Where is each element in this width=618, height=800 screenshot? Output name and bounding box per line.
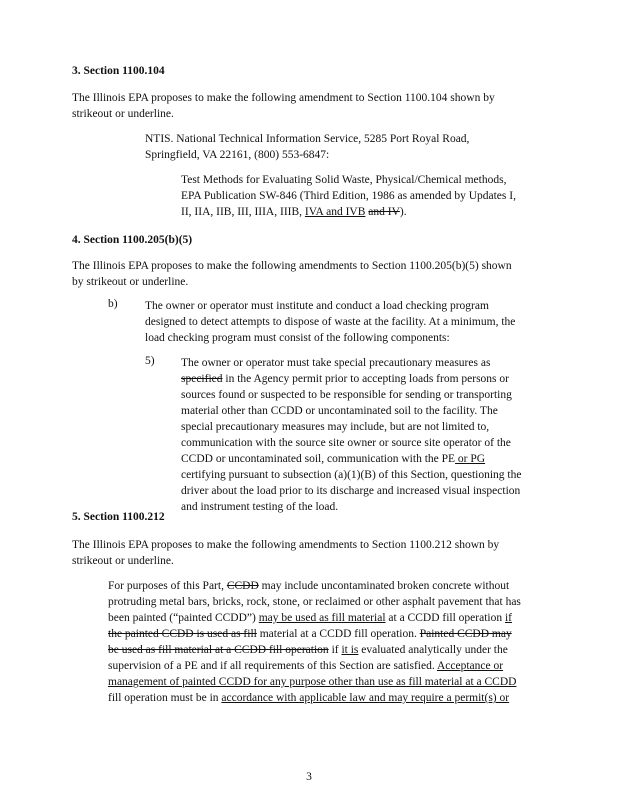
text-run: in the Agency permit prior to accepting loads from persons or: [222, 373, 509, 385]
text-line: [181, 371, 521, 387]
text-line: NTIS. National Technical Information Service, 5285 Port Royal Road,: [145, 133, 470, 145]
text-line: protruding metal bars, bricks, rock, stone, or reclaimed or other asphalt pavement that has: [108, 596, 521, 608]
text-run: CCDD or uncontaminated soil, communication with the PE: [181, 453, 456, 465]
section-4-intro: [72, 258, 512, 290]
underlined-insertion: or PG: [455, 453, 486, 465]
text-run: evaluated analytically under the: [358, 644, 508, 656]
strikeout-deletion: Painted CCDD may: [419, 628, 512, 640]
underlined-insertion: management of painted CCDD for any purpose other than use as fill material at a CCDD: [108, 676, 517, 688]
test-methods-reference: [181, 172, 516, 220]
underlined-insertion: if: [504, 612, 512, 624]
underlined-insertion: it is: [341, 644, 359, 656]
underlined-insertion: Acceptance or: [436, 660, 504, 672]
text-line: and instrument testing of the load.: [181, 501, 339, 513]
underlined-insertion: may be used as fill material: [258, 612, 386, 624]
text-line: [108, 690, 521, 706]
item-5-text: [181, 355, 521, 515]
strikeout-deletion: the painted CCDD is used as fill: [108, 628, 257, 640]
text-line: [108, 658, 521, 674]
strikeout-deletion: be used as fill material at a CCDD fill operation: [108, 644, 329, 656]
text-run: been painted (“painted CCDD”): [108, 612, 259, 624]
text-line: [108, 578, 521, 594]
underlined-insertion: IVA and IVB: [304, 206, 366, 218]
text-run: supervision of a PE and if all requirements of this Section are satisfied.: [108, 660, 437, 672]
text-run: II, IIA, IIB, III, IIIA, IIIB,: [181, 206, 305, 218]
text-line: sources found or suspected to be responsible for sending or transporting: [181, 389, 512, 401]
ntis-definition: [145, 131, 469, 163]
text-line: driver about the load prior to its discharge and increased visual inspection: [181, 485, 521, 497]
text-run: may include uncontaminated broken concrete without: [258, 580, 510, 592]
text-line: by strikeout or underline.: [72, 276, 189, 288]
text-line: certifying pursuant to subsection (a)(1)(B) of this Section, questioning the: [181, 469, 522, 481]
strikeout-deletion: and IV: [368, 206, 400, 218]
text-run: at a CCDD fill operation: [385, 612, 505, 624]
section-3-heading: 3. Section 1100.104: [72, 65, 165, 77]
text-line: The Illinois EPA proposes to make the following amendment to Section 1100.104 shown by: [72, 92, 495, 104]
text-line: [108, 674, 521, 690]
strikeout-deletion: specified: [181, 373, 223, 385]
text-run: if: [328, 644, 342, 656]
subsection-b-label: b): [108, 298, 118, 310]
section-5-intro: [72, 537, 499, 569]
underlined-insertion: accordance with applicable law and may require a permit(s) or: [221, 692, 510, 704]
text-line: Springfield, VA 22161, (800) 553-6847:: [145, 149, 330, 161]
text-line: The Illinois EPA proposes to make the following amendments to Section 1100.212 shown by: [72, 539, 500, 551]
text-line: load checking program must consist of the following components:: [145, 332, 450, 344]
text-line: [108, 642, 521, 658]
text-line: strikeout or underline.: [72, 108, 174, 120]
text-line: communication with the source site owner or source site operator of the: [181, 437, 511, 449]
strikeout-deletion: CCDD: [226, 580, 259, 592]
text-line: special precautionary measures may include, but are not limited to,: [181, 421, 490, 433]
section-5-heading: 5. Section 1100.212: [72, 511, 165, 523]
text-line: designed to detect attempts to dispose of waste at the facility. At a minimum, the: [145, 316, 516, 328]
text-run: material at a CCDD fill operation.: [256, 628, 420, 640]
text-line: The Illinois EPA proposes to make the following amendments to Section 1100.205(b)(5) shown: [72, 260, 512, 272]
text-run: For purposes of this Part,: [108, 580, 227, 592]
section-4-heading: 4. Section 1100.205(b)(5): [72, 234, 193, 246]
text-line: [108, 610, 521, 626]
text-line: [181, 451, 521, 467]
text-line: [108, 626, 521, 642]
text-run: fill operation must be in: [108, 692, 222, 704]
text-line: The owner or operator must institute and conduct a load checking program: [145, 300, 489, 312]
section-5-body: [108, 578, 521, 706]
section-3-intro: [72, 90, 495, 122]
text-line: EPA Publication SW-846 (Third Edition, 1986 as amended by Updates I,: [181, 190, 516, 202]
subsection-b-text: [145, 298, 515, 346]
item-5-label: 5): [145, 355, 155, 367]
text-line: The owner or operator must take special precautionary measures as: [181, 357, 491, 369]
text-line: strikeout or underline.: [72, 555, 174, 567]
text-line: material other than CCDD or uncontaminated soil to the facility. The: [181, 405, 498, 417]
text-run: ).: [399, 206, 407, 218]
text-line: Test Methods for Evaluating Solid Waste, Physical/Chemical methods,: [181, 174, 507, 186]
text-line: [181, 204, 516, 220]
page-number: 3: [306, 771, 312, 783]
